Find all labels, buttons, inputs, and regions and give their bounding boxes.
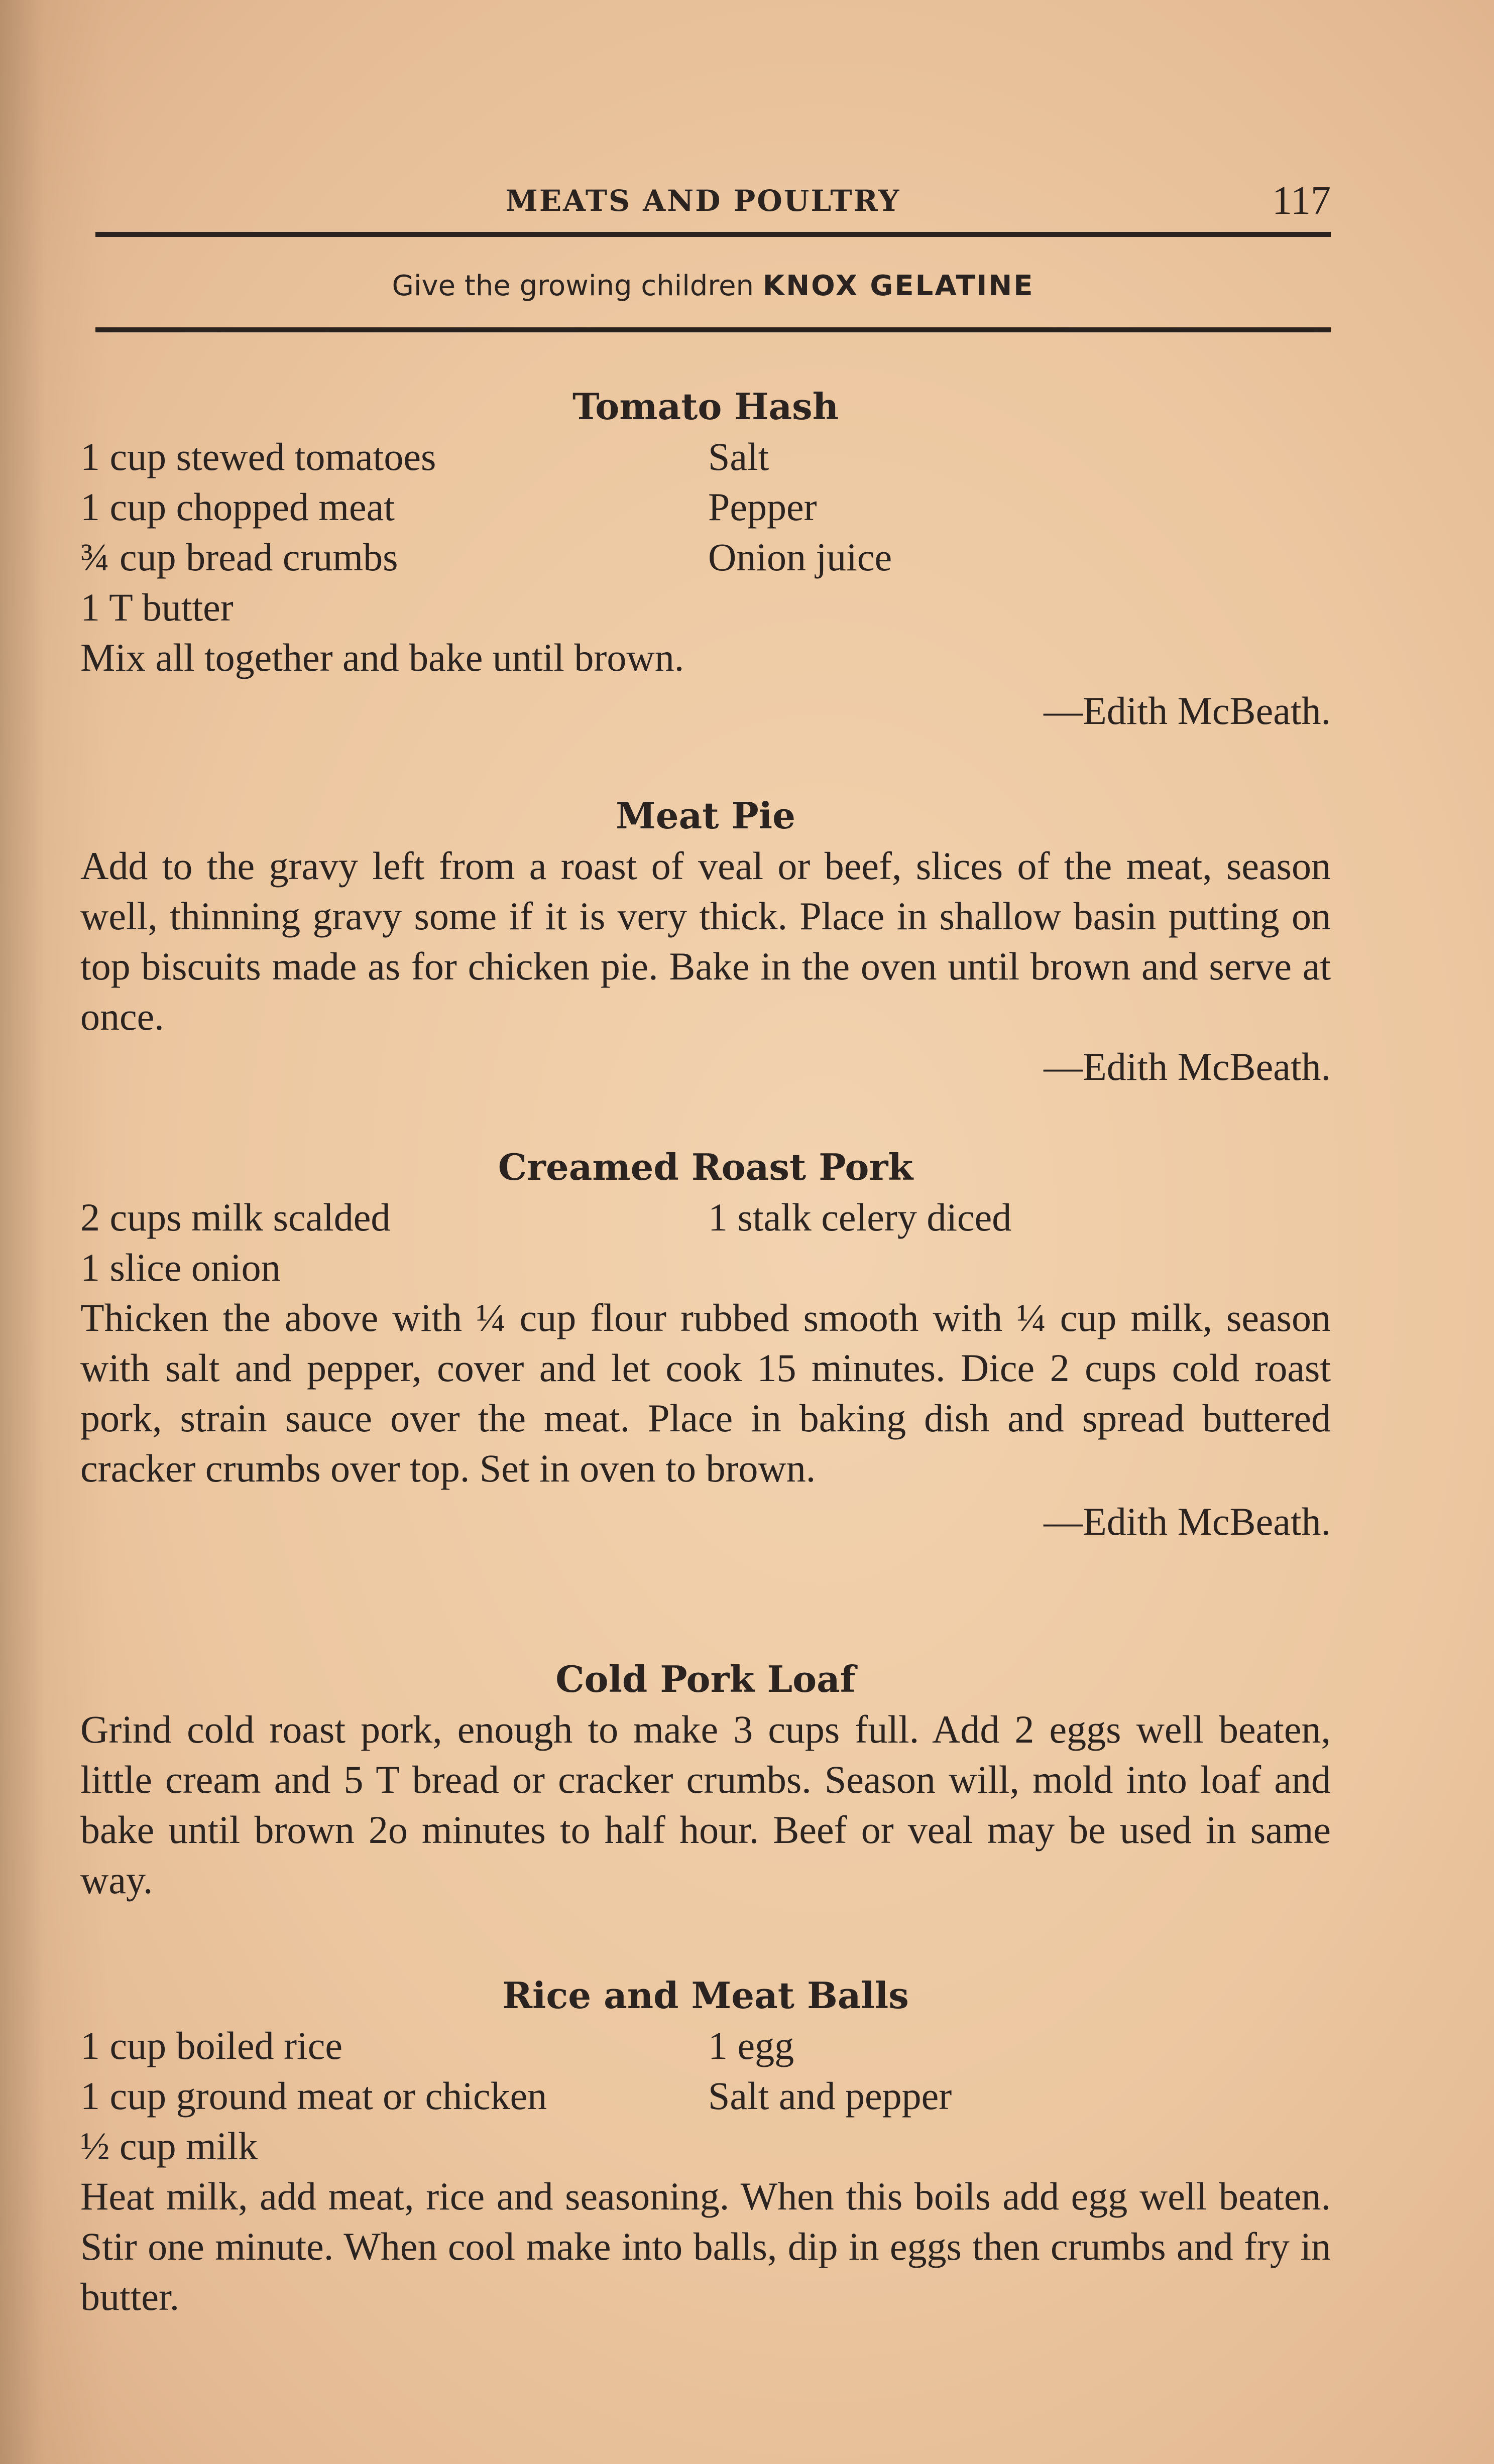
running-title: MEATS AND POULTRY	[505, 184, 901, 218]
recipe-method: Thicken the above with ¼ cup flour rubbed smooth with ¼ cup milk, season with salt and pepper, cover and let cook 15 minutes. Dice 2 cups cold roast pork, strain sauce over the meat. Place in baking dish and spread buttered cracker crumbs over top. Set in oven to brown.	[80, 1296, 1331, 1490]
ingredient-row	[80, 582, 1331, 633]
ingredient: 1 cup boiled rice	[80, 2024, 342, 2067]
recipe-title: Rice and Meat Balls	[502, 1974, 909, 2017]
ingredient-list	[80, 1192, 1331, 1293]
recipe-signature: —Edith McBeath.	[1044, 1500, 1331, 1543]
ingredient: Onion juice	[708, 535, 892, 579]
recipe-title: Meat Pie	[616, 794, 795, 837]
ingredient-row	[80, 482, 1331, 532]
ingredient: 1 cup chopped meat	[80, 485, 395, 529]
ingredient-row	[80, 532, 1331, 582]
recipe-title: Cold Pork Loaf	[555, 1658, 856, 1700]
ingredient: Salt and pepper	[708, 2074, 952, 2118]
ingredient-row	[80, 2021, 1331, 2071]
ingredient: ½ cup milk	[80, 2124, 258, 2168]
ingredient-row	[80, 432, 1331, 482]
recipe-method: Add to the gravy left from a roast of veal or beef, slices of the meat, season well, thinning gravy some if it is very thick. Place in shallow basin putting on top biscuits made as for chicken pie. Bake in the oven until brown and serve at once.	[80, 844, 1331, 1038]
ingredient: 1 slice onion	[80, 1246, 281, 1289]
recipe-creamed-roast-pork	[80, 1142, 1331, 1547]
ingredient: ¾ cup bread crumbs	[80, 535, 398, 579]
recipe-method: Grind cold roast pork, enough to make 3 cups full. Add 2 eggs well beaten, little cream and 5 T bread or cracker crumbs. Season will, mold into loaf and bake until brown 2o minutes to half hour. Beef or veal may be used in same way.	[80, 1707, 1331, 1902]
ingredient: Pepper	[708, 485, 817, 529]
ingredient-row	[80, 2121, 1331, 2171]
header-rule-bottom	[95, 327, 1331, 332]
ingredient-row	[80, 2071, 1331, 2121]
recipe-method: Mix all together and bake until brown.	[80, 636, 684, 679]
ingredient: 2 cups milk scalded	[80, 1195, 391, 1239]
recipe-signature: —Edith McBeath.	[1044, 1045, 1331, 1088]
recipe-title: Tomato Hash	[572, 385, 839, 428]
recipe-title: Creamed Roast Pork	[498, 1146, 913, 1188]
recipe-rice-and-meat-balls	[80, 1970, 1331, 2322]
running-head	[95, 178, 1331, 223]
ingredient-list	[80, 432, 1331, 633]
ingredient: 1 cup ground meat or chicken	[80, 2074, 547, 2118]
ingredient-list	[80, 2021, 1331, 2171]
recipe-cold-pork-loaf	[80, 1654, 1331, 1905]
ingredient: 1 T butter	[80, 585, 234, 629]
ingredient: Salt	[708, 435, 769, 478]
ad-prefix: Give the growing children	[392, 270, 754, 302]
ingredient: 1 stalk celery diced	[708, 1195, 1012, 1239]
recipe-method: Heat milk, add meat, rice and seasoning. When this boils add egg well beaten. Stir one minute. When cool make into balls, dip in eggs then crumbs and fry in butter.	[80, 2174, 1331, 2318]
ad-brand: KNOX GELATINE	[762, 270, 1035, 302]
ingredient-row	[80, 1243, 1331, 1293]
recipe-signature: —Edith McBeath.	[1044, 689, 1331, 732]
page-number: 117	[1272, 179, 1331, 223]
advertisement-line	[95, 264, 1331, 309]
ingredient: 1 egg	[708, 2024, 794, 2067]
header-rule-top	[95, 232, 1331, 237]
recipe-tomato-hash	[80, 382, 1331, 736]
ingredient-row	[80, 1192, 1331, 1243]
ingredient: 1 cup stewed tomatoes	[80, 435, 436, 478]
recipe-meat-pie	[80, 791, 1331, 1092]
